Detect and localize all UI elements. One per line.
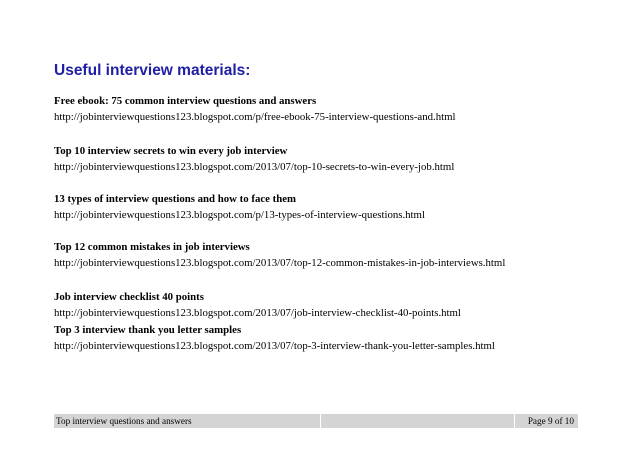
footer-divider [514, 414, 515, 428]
resource-item [54, 323, 495, 355]
resource-link[interactable]: http://jobinterviewquestions123.blogspot.com/p/free-ebook-75-interview-questions-and.html [54, 111, 456, 123]
resource-link[interactable]: http://jobinterviewquestions123.blogspot.com/2013/07/job-interview-checklist-40-points.html [54, 307, 461, 319]
page-footer [54, 414, 578, 428]
footer-divider [320, 414, 321, 428]
resource-link[interactable]: http://jobinterviewquestions123.blogspot.com/2013/07/top-3-interview-thank-you-letter-samples.html [54, 340, 495, 352]
resource-title: 13 types of interview questions and how to face them [54, 193, 297, 205]
resource-item [54, 240, 505, 272]
resource-title: Top 12 common mistakes in job interviews [54, 241, 250, 253]
section-heading: Useful interview materials: [54, 62, 251, 79]
resource-title: Free ebook: 75 common interview questions and answers [54, 95, 317, 107]
footer-title: Top interview questions and answers [56, 416, 192, 426]
page-number: Page 9 of 10 [527, 416, 574, 426]
resource-link[interactable]: http://jobinterviewquestions123.blogspot.com/2013/07/top-12-common-mistakes-in-job-interviews.html [54, 257, 506, 269]
resource-link[interactable]: http://jobinterviewquestions123.blogspot.com/p/13-types-of-interview-questions.html [54, 209, 425, 221]
resource-link[interactable]: http://jobinterviewquestions123.blogspot.com/2013/07/top-10-secrets-to-win-every-job.html [54, 161, 455, 173]
resource-title: Top 3 interview thank you letter samples [54, 324, 242, 336]
resource-item [54, 192, 425, 224]
resource-title: Job interview checklist 40 points [54, 291, 204, 303]
resource-item [54, 94, 456, 126]
resource-title: Top 10 interview secrets to win every job interview [54, 145, 288, 157]
resource-item [54, 290, 461, 322]
resource-item [54, 144, 454, 176]
